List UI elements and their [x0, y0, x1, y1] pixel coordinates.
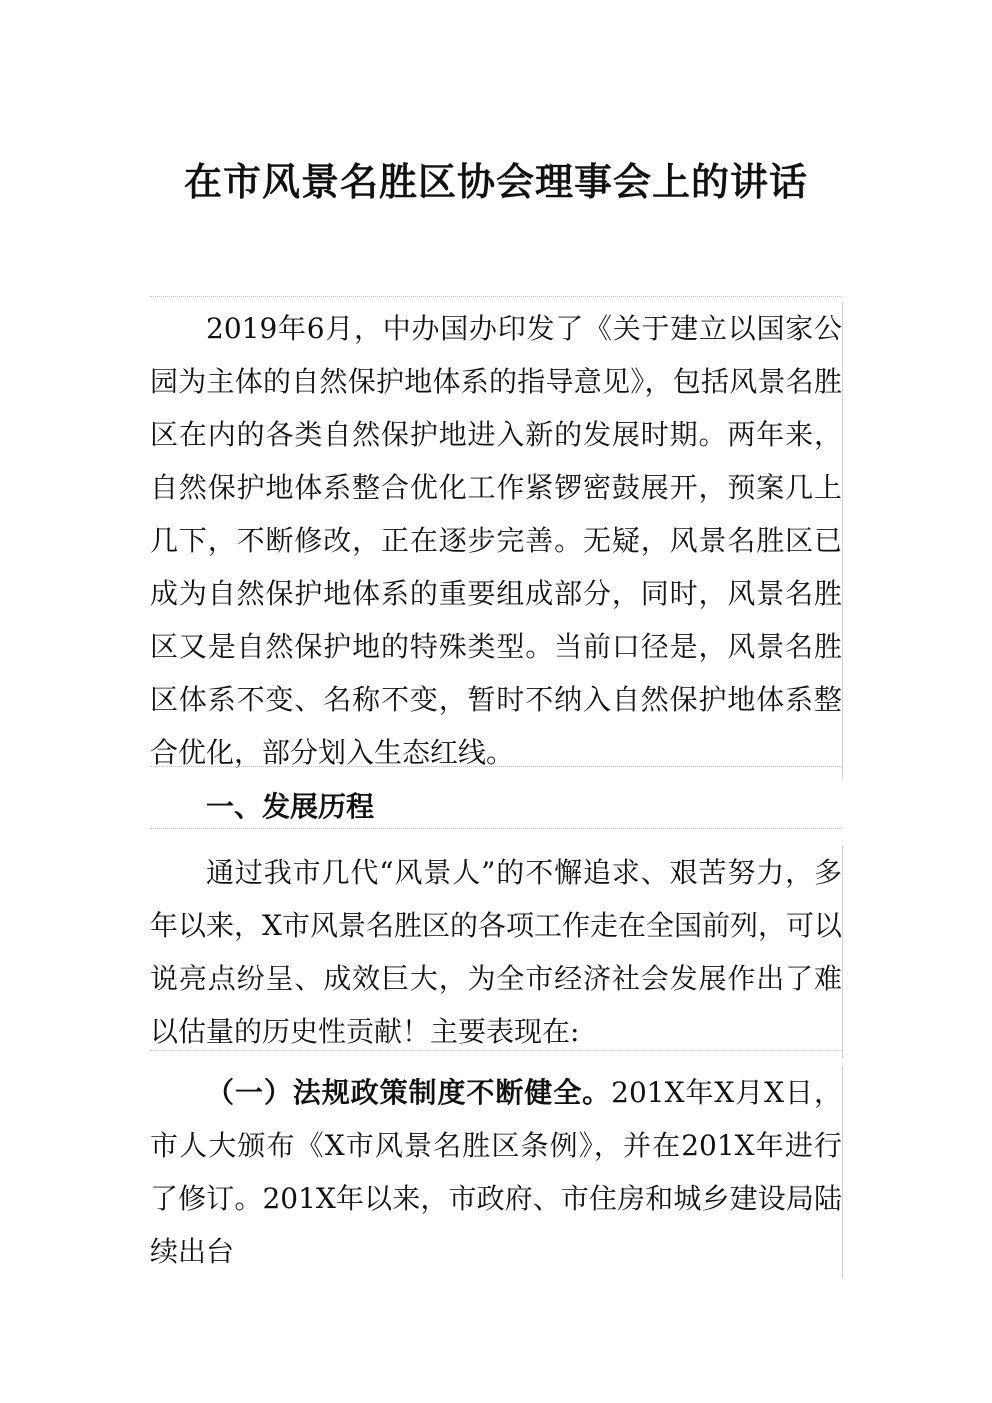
subsection-body: 201X年X月X日，市人大颁布《X市风景名胜区条例》，并在201X年进行了修订。201X年以来，市政府、市住房和城乡建设局陆续出台 — [150, 1076, 842, 1268]
divider — [150, 828, 842, 829]
section-heading: 一、发展历程 — [206, 790, 375, 823]
paragraph-intro: 2019年6月，中办国办印发了《关于建立以国家公园为主体的自然保护地体系的指导意见》，包括风景名胜区在内的各类自然保护地进入新的发展时期。两年来，自然保护地体系整合优化工作紧锣密鼓展开，预案几上几下，不断修改，正在逐步完善。无疑，风景名胜区已成为自然保护地体系的重要组成部分，同时，风景名胜区又是自然保护地的特殊类型。当前口径是，风景名胜区体系不变、名称不变，暂时不纳入自然保护地体系整合优化，部分划入生态红线。 — [150, 302, 843, 779]
document-title: 在市风景名胜区协会理事会上的讲话 — [183, 159, 808, 204]
divider — [150, 1050, 842, 1051]
divider — [150, 766, 842, 767]
subsection-lead: （一）法规政策制度不断健全。 — [206, 1076, 612, 1109]
divider — [150, 296, 842, 297]
paragraph-history: 通过我市几代“风景人”的不懈追求、艰苦努力，多年以来，X市风景名胜区的各项工作走在全国前列，可以说亮点纷呈、成效巨大，为全市经济社会发展作出了难以估量的历史性贡献！主要表现在: — [150, 846, 843, 1058]
paragraph-subsection-1 — [150, 1066, 843, 1278]
